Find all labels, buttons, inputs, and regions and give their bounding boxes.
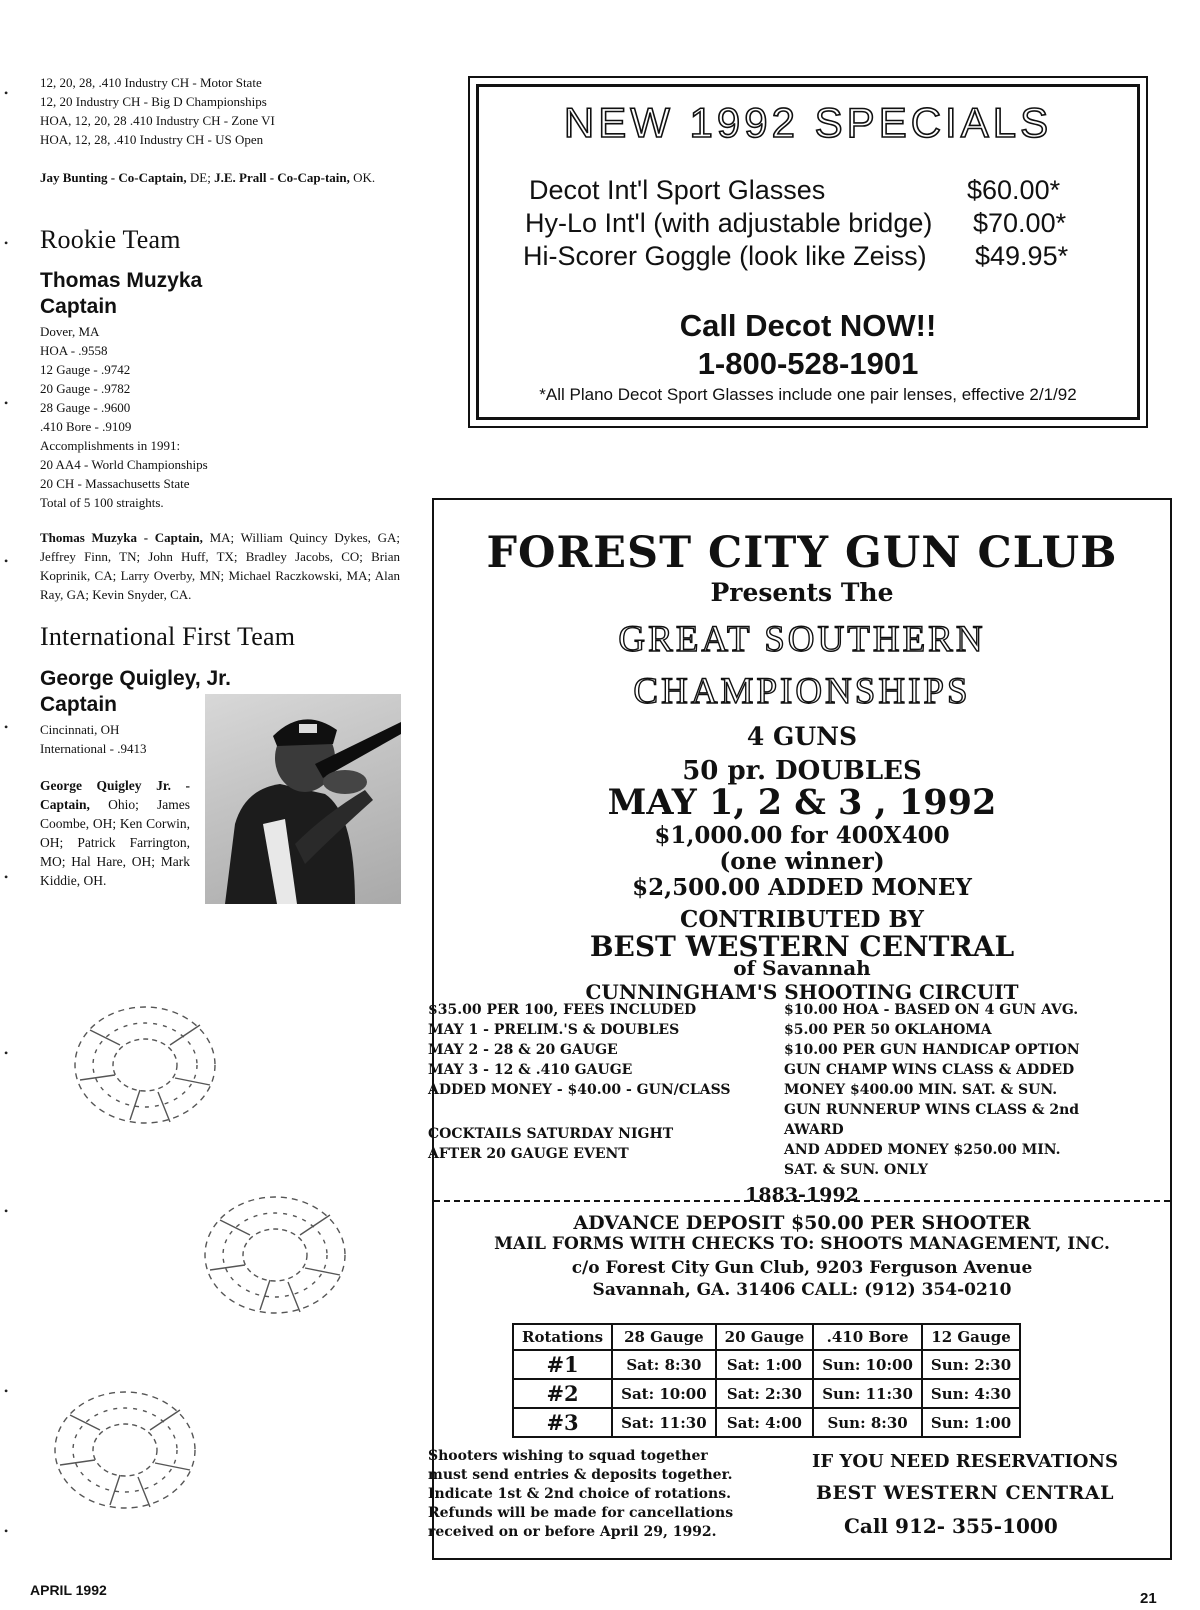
fee-line: AND ADDED MONEY $250.00 MIN.	[784, 1142, 1061, 1158]
event-title-line-1: GREAT SOUTHERN	[618, 619, 986, 660]
rotations-table	[512, 1323, 1021, 1438]
rookie-captain-label: Captain	[40, 295, 118, 318]
special-item-name: Hy-Lo Int'l (with adjustable bridge)	[525, 208, 933, 238]
squad-note-line: Indicate 1st & 2nd choice of rotations.	[428, 1486, 731, 1502]
fee-line: $10.00 HOA - BASED ON 4 GUN AVG.	[784, 1002, 1079, 1018]
fee-details-left	[428, 1000, 731, 1100]
reservations-phone: Call 912- 355-1000	[844, 1514, 1058, 1538]
detail-line: Total of 5 100 straights.	[40, 495, 164, 510]
table-row	[513, 1350, 1020, 1379]
industry-line: HOA, 12, 20, 28 .410 Industry CH - Zone VI	[40, 113, 275, 128]
detail-line: HOA - .9558	[40, 343, 108, 358]
international-captain-label: Captain	[40, 693, 118, 716]
dates-line: MAY 1, 2 & 3 , 1992	[607, 782, 997, 823]
detail-line: Accomplishments in 1991:	[40, 438, 181, 453]
fee-line: MONEY $400.00 MIN. SAT. & SUN.	[784, 1082, 1058, 1098]
time-cell: Sat: 11:30	[612, 1408, 716, 1437]
table-header: 12 Gauge	[922, 1324, 1020, 1350]
special-item-name: Hi-Scorer Goggle (look like Zeiss)	[523, 241, 927, 271]
club-name: FOREST CITY GUN CLUB	[486, 528, 1118, 578]
rotation-cell: #1	[513, 1350, 612, 1379]
table-header: 28 Gauge	[612, 1324, 716, 1350]
specials-call: Call Decot NOW!!	[679, 308, 937, 343]
doubles-line: 50 pr. DOUBLES	[682, 756, 922, 786]
shooter-figure	[205, 694, 401, 904]
sponsor-line: BEST WESTERN CENTRAL	[589, 930, 1015, 963]
fee-details-right	[784, 1000, 1080, 1180]
margin-mark: •	[4, 1384, 9, 1398]
table-header: .410 Bore	[813, 1324, 922, 1350]
fee-line: GUN RUNNERUP WINS CLASS & 2nd	[784, 1102, 1080, 1118]
time-cell: Sat: 4:00	[716, 1408, 814, 1437]
cocaptain-1-state: DE;	[186, 170, 215, 185]
dashed-divider	[434, 1200, 1170, 1202]
rotation-cell: #3	[513, 1408, 612, 1437]
decot-specials-ad	[468, 76, 1148, 428]
fee-line: MAY 3 - 12 & .410 GAUGE	[428, 1062, 633, 1078]
squad-note-line: received on or before April 29, 1992.	[428, 1524, 717, 1540]
rotation-cell: #2	[513, 1379, 612, 1408]
special-item-price: $49.95*	[975, 241, 1069, 271]
rookie-team-heading: Rookie Team	[40, 225, 181, 254]
page-number: 21	[1140, 1590, 1157, 1607]
international-roster-lead: George Quigley Jr. - Captain,	[40, 778, 190, 812]
reservations-line: IF YOU NEED RESERVATIONS	[812, 1451, 1118, 1472]
specials-inner-frame	[476, 84, 1140, 420]
time-cell: Sun: 4:30	[922, 1379, 1020, 1408]
clay-target-illustration	[190, 1180, 360, 1330]
event-title-line-2: CHAMPIONSHIPS	[633, 671, 971, 712]
fee-line: MAY 2 - 28 & 20 GAUGE	[428, 1042, 618, 1058]
special-item-price: $60.00*	[967, 175, 1061, 205]
cocaptains-text	[40, 168, 400, 187]
margin-mark: •	[4, 720, 9, 734]
international-captain-details	[40, 720, 147, 758]
detail-line: 12 Gauge - .9742	[40, 362, 131, 377]
special-item-name: Decot Int'l Sport Glasses	[529, 175, 826, 205]
fee-line: $10.00 PER GUN HANDICAP OPTION	[784, 1042, 1080, 1058]
fee-line: ADDED MONEY - $40.00 - GUN/CLASS	[428, 1082, 731, 1098]
table-header: Rotations	[513, 1324, 612, 1350]
squad-note-line: Shooters wishing to squad together	[428, 1448, 708, 1464]
rookie-captain-details	[40, 322, 208, 512]
circuit-line: CUNNINGHAM'S SHOOTING CIRCUIT	[585, 980, 1019, 1004]
presents-line: Presents The	[710, 578, 894, 607]
fee-line: $5.00 PER 50 OKLAHOMA	[784, 1022, 992, 1038]
added-money-line: $2,500.00 ADDED MONEY	[632, 874, 972, 901]
detail-line: 20 CH - Massachusetts State	[40, 476, 190, 491]
rookie-roster	[40, 528, 400, 604]
address-line-2: Savannah, GA. 31406 CALL: (912) 354-0210	[592, 1280, 1012, 1300]
years-line: 1883-1992	[745, 1184, 859, 1206]
forest-city-ad	[428, 498, 1172, 1560]
table-row	[513, 1408, 1020, 1437]
special-item-price: $70.00*	[973, 208, 1067, 238]
international-captain-name: George Quigley, Jr.	[40, 667, 232, 690]
margin-mark: •	[4, 86, 9, 100]
detail-line: 20 AA4 - World Championships	[40, 457, 208, 472]
table-row	[513, 1379, 1020, 1408]
cocaptain-2: J.E. Prall - Co-Cap-tain,	[214, 170, 350, 185]
margin-mark: •	[4, 1524, 9, 1538]
margin-mark: •	[4, 1046, 9, 1060]
cocaptain-1: Jay Bunting - Co-Captain,	[40, 170, 187, 185]
detail-line: International - .9413	[40, 741, 147, 756]
detail-line: 20 Gauge - .9782	[40, 381, 131, 396]
detail-line: Dover, MA	[40, 324, 100, 339]
purse-line: $1,000.00 for 400X400	[654, 822, 950, 849]
time-cell: Sun: 1:00	[922, 1408, 1020, 1437]
time-cell: Sun: 2:30	[922, 1350, 1020, 1379]
margin-mark: •	[4, 236, 9, 250]
time-cell: Sun: 11:30	[813, 1379, 922, 1408]
reservations-hotel: BEST WESTERN CENTRAL	[816, 1482, 1114, 1504]
deposit-line: ADVANCE DEPOSIT $50.00 PER SHOOTER	[573, 1212, 1031, 1234]
detail-line: Cincinnati, OH	[40, 722, 120, 737]
time-cell: Sat: 2:30	[716, 1379, 814, 1408]
fee-line: AWARD	[784, 1122, 844, 1138]
table-header: 20 Gauge	[716, 1324, 814, 1350]
guns-line: 4 GUNS	[746, 722, 858, 751]
fee-line: $35.00 PER 100, FEES INCLUDED	[428, 1002, 697, 1018]
issue-date: APRIL 1992	[30, 1582, 107, 1598]
one-winner-line: (one winner)	[719, 848, 885, 875]
table-header-row	[513, 1324, 1020, 1350]
squad-note-line: Refunds will be made for cancellations	[428, 1505, 734, 1521]
margin-mark: •	[4, 870, 9, 884]
rookie-roster-rest: MA; William Quincy Dykes, GA; Jeffrey Finn, TN; John Huff, TX; Bradley Jacobs, CO; Brian Koprinik, CA; Larry Overby, MN; Michael Raczkowski, MA; Alan Ray, GA; Kevin Snyder, CA.	[40, 530, 400, 602]
clay-target-illustration	[40, 1375, 210, 1525]
address-line-1: c/o Forest City Gun Club, 9203 Ferguson Avenue	[571, 1258, 1033, 1278]
time-cell: Sat: 8:30	[612, 1350, 716, 1379]
time-cell: Sat: 10:00	[612, 1379, 716, 1408]
detail-line: .410 Bore - .9109	[40, 419, 132, 434]
fee-line: SAT. & SUN. ONLY	[784, 1162, 928, 1178]
fee-line: MAY 1 - PRELIM.'S & DOUBLES	[428, 1022, 680, 1038]
fee-line: GUN CHAMP WINS CLASS & ADDED	[784, 1062, 1075, 1078]
rookie-roster-lead: Thomas Muzyka - Captain,	[40, 530, 203, 545]
contributed-line: CONTRIBUTED BY	[680, 906, 924, 933]
margin-mark: •	[4, 554, 9, 568]
shooter-photo	[205, 694, 401, 904]
sponsor-city-line: of Savannah	[733, 956, 871, 980]
margin-mark: •	[4, 1204, 9, 1218]
rookie-captain-name: Thomas Muzyka	[40, 269, 203, 292]
squad-note-line: must send entries & deposits together.	[428, 1467, 733, 1483]
time-cell: Sun: 8:30	[813, 1408, 922, 1437]
specials-phone: 1-800-528-1901	[697, 346, 919, 381]
specials-note: *All Plano Decot Sport Glasses include one pair lenses, effective 2/1/92	[539, 385, 1077, 404]
cocktails-line: COCKTAILS SATURDAY NIGHT	[428, 1126, 674, 1142]
margin-mark: •	[4, 396, 9, 410]
mail-line: MAIL FORMS WITH CHECKS TO: SHOOTS MANAGEMENT, INC.	[494, 1234, 1110, 1254]
cocktails-line: AFTER 20 GAUGE EVENT	[428, 1146, 629, 1162]
cocktails-details	[428, 1124, 673, 1164]
squad-notes	[428, 1447, 733, 1542]
industry-line: 12, 20 Industry CH - Big D Championships	[40, 94, 267, 109]
time-cell: Sat: 1:00	[716, 1350, 814, 1379]
industry-list	[40, 73, 275, 149]
industry-line: 12, 20, 28, .410 Industry CH - Motor State	[40, 75, 262, 90]
time-cell: Sun: 10:00	[813, 1350, 922, 1379]
international-team-heading: International First Team	[40, 622, 296, 651]
industry-line: HOA, 12, 28, .410 Industry CH - US Open	[40, 132, 264, 147]
cocaptain-2-state: OK.	[349, 170, 376, 185]
clay-target-illustration	[60, 990, 230, 1140]
international-roster	[40, 776, 190, 890]
international-roster-rest: Ohio; James Coombe, OH; Ken Corwin, OH; Patrick Farrington, MO; Hal Hare, OH; Mark Kiddie, OH.	[40, 797, 190, 888]
detail-line: 28 Gauge - .9600	[40, 400, 131, 415]
specials-title: NEW 1992 SPECIALS	[563, 99, 1053, 146]
